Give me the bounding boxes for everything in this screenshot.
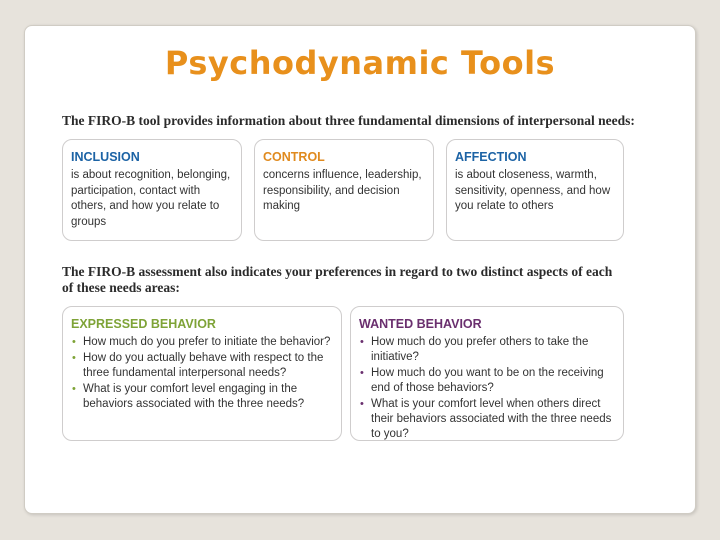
expressed-behavior-card bbox=[62, 306, 342, 441]
wanted-behavior-card bbox=[350, 306, 624, 441]
list-item-text: How much do you want to be on the receiving end of those behaviors? bbox=[371, 367, 604, 394]
inclusion-heading: INCLUSION bbox=[71, 150, 140, 164]
list-item bbox=[71, 351, 335, 381]
list-item-text: What is your comfort level when others direct their behaviors associated with the three needs to you? bbox=[371, 398, 612, 440]
bullet-icon: • bbox=[360, 367, 364, 379]
bullet-icon: • bbox=[72, 352, 76, 364]
inclusion-card bbox=[62, 139, 242, 241]
inclusion-text: is about recognition, belonging, participation, contact with others, and how you relate to groups bbox=[71, 169, 231, 228]
bullet-icon: • bbox=[72, 336, 76, 348]
control-heading: CONTROL bbox=[263, 150, 325, 164]
intro-text: The FIRO-B tool provides information about three fundamental dimensions of interpersonal needs: bbox=[62, 113, 635, 128]
list-item bbox=[71, 382, 335, 412]
affection-text: is about closeness, warmth, sensitivity, openness, and how you relate to others bbox=[455, 169, 611, 212]
page-title: Psychodynamic Tools bbox=[164, 44, 556, 82]
list-item bbox=[71, 335, 335, 350]
affection-card bbox=[446, 139, 624, 241]
bullet-icon: • bbox=[360, 398, 364, 410]
list-item-text: How do you actually behave with respect to the three fundamental interpersonal needs? bbox=[83, 352, 324, 379]
intro2-text: The FIRO-B assessment also indicates your preferences in regard to two distinct aspects of each of these needs areas: bbox=[62, 264, 613, 295]
bullet-icon: • bbox=[360, 336, 364, 348]
list-item bbox=[359, 366, 617, 396]
affection-heading: AFFECTION bbox=[455, 150, 527, 164]
expressed-list bbox=[71, 335, 335, 413]
wanted-list bbox=[359, 335, 617, 443]
list-item-text: How much do you prefer others to take the initiative? bbox=[371, 336, 589, 363]
wanted-heading: WANTED BEHAVIOR bbox=[359, 317, 482, 331]
slide bbox=[24, 25, 696, 514]
list-item-text: What is your comfort level engaging in the behaviors associated with the three needs? bbox=[83, 383, 305, 410]
expressed-heading: EXPRESSED BEHAVIOR bbox=[71, 317, 216, 331]
bullet-icon: • bbox=[72, 383, 76, 395]
control-text: concerns influence, leadership, responsibility, and decision making bbox=[263, 169, 422, 212]
list-item bbox=[359, 397, 617, 442]
control-card bbox=[254, 139, 434, 241]
list-item bbox=[359, 335, 617, 365]
list-item-text: How much do you prefer to initiate the behavior? bbox=[83, 336, 331, 348]
